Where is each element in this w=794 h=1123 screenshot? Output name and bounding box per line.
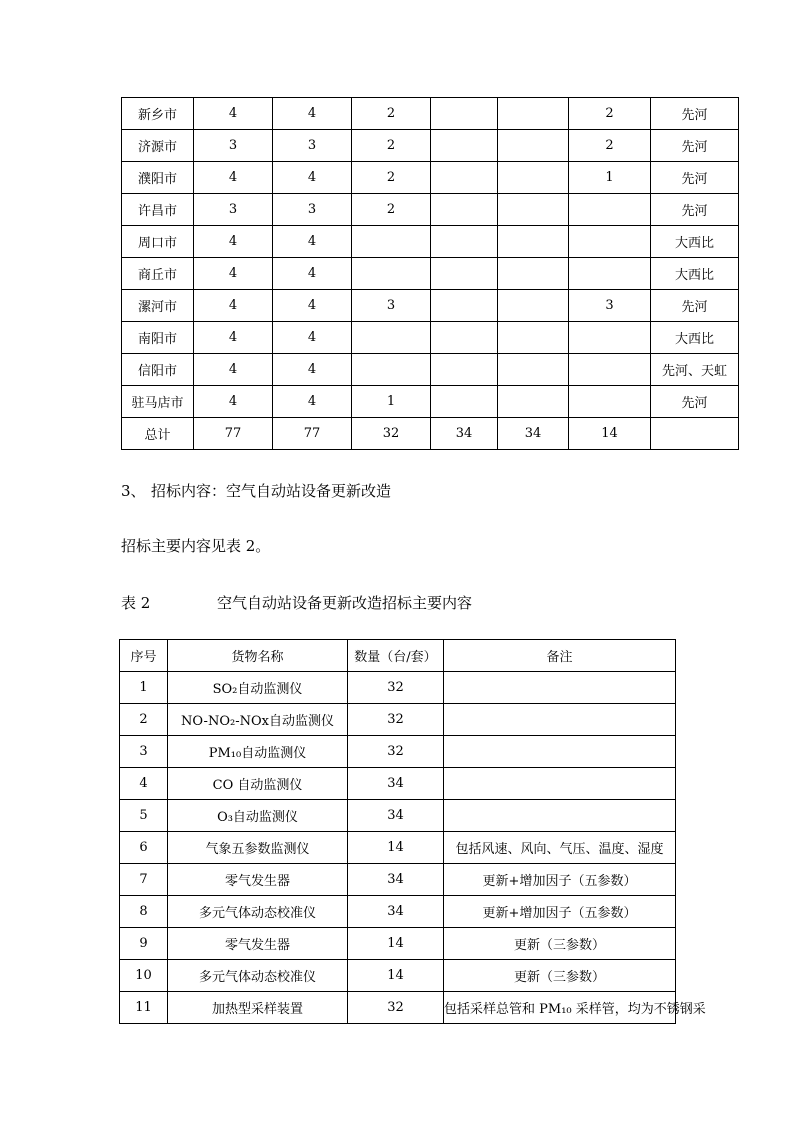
table-cell bbox=[431, 386, 498, 418]
table-cell: 4 bbox=[273, 386, 352, 418]
table-cell: 9 bbox=[120, 928, 168, 960]
table-cell: 驻马店市 bbox=[122, 386, 194, 418]
table-cell bbox=[651, 418, 739, 450]
table-cell: 4 bbox=[194, 98, 273, 130]
table-cell bbox=[569, 258, 651, 290]
table-row bbox=[120, 960, 676, 992]
table-cell bbox=[498, 226, 569, 258]
table-cell: 更新+增加因子（五参数） bbox=[444, 896, 676, 928]
table-cell bbox=[498, 322, 569, 354]
table-cell: 多元气体动态校准仪 bbox=[168, 960, 348, 992]
table-cell: 南阳市 bbox=[122, 322, 194, 354]
table-row bbox=[120, 768, 676, 800]
table-cell: 2 bbox=[352, 130, 431, 162]
table-cell: PM₁₀自动监测仪 bbox=[168, 736, 348, 768]
table-reference-note: 招标主要内容见表 2。 bbox=[121, 537, 271, 555]
header-cell: 备注 bbox=[444, 640, 676, 672]
table-cell: 4 bbox=[194, 162, 273, 194]
table-cell: 3 bbox=[194, 194, 273, 226]
table-cell bbox=[498, 130, 569, 162]
table-cell: 4 bbox=[194, 354, 273, 386]
table-caption bbox=[121, 592, 472, 613]
table-row bbox=[120, 992, 676, 1024]
table-cell: 周口市 bbox=[122, 226, 194, 258]
table-cell: 6 bbox=[120, 832, 168, 864]
table-cell: 济源市 bbox=[122, 130, 194, 162]
table-cell bbox=[431, 98, 498, 130]
table-cell: 34 bbox=[348, 800, 444, 832]
table-row bbox=[122, 98, 739, 130]
table-cell: 11 bbox=[120, 992, 168, 1024]
table-cell: 14 bbox=[569, 418, 651, 450]
table-cell: 大西比 bbox=[651, 322, 739, 354]
table-cell: 4 bbox=[273, 98, 352, 130]
table-cell: 先河 bbox=[651, 194, 739, 226]
table-cell bbox=[352, 258, 431, 290]
table-cell: 14 bbox=[348, 928, 444, 960]
table-row bbox=[120, 800, 676, 832]
table-cell: 更新（三参数） bbox=[444, 960, 676, 992]
table-cell bbox=[569, 354, 651, 386]
header-cell: 数量（台/套） bbox=[348, 640, 444, 672]
table-cell: 2 bbox=[569, 130, 651, 162]
table-cell bbox=[569, 226, 651, 258]
table-cell: 先河 bbox=[651, 290, 739, 322]
table-row bbox=[122, 418, 739, 450]
table-cell: 4 bbox=[273, 354, 352, 386]
table-cell: CO 自动监测仪 bbox=[168, 768, 348, 800]
table-cell: 商丘市 bbox=[122, 258, 194, 290]
table-cell: 新乡市 bbox=[122, 98, 194, 130]
table-cell: 32 bbox=[352, 418, 431, 450]
table-cell bbox=[431, 322, 498, 354]
table-row bbox=[122, 386, 739, 418]
station-table bbox=[121, 97, 739, 450]
table-cell: 4 bbox=[120, 768, 168, 800]
table-row bbox=[122, 290, 739, 322]
table-row bbox=[120, 704, 676, 736]
table-cell: 大西比 bbox=[651, 258, 739, 290]
table-label: 表 2 bbox=[121, 594, 151, 612]
table-cell: NO-NO₂-NOx自动监测仪 bbox=[168, 704, 348, 736]
table-cell bbox=[498, 258, 569, 290]
table-cell: 8 bbox=[120, 896, 168, 928]
table-cell bbox=[498, 386, 569, 418]
table-cell: 许昌市 bbox=[122, 194, 194, 226]
table-cell: 先河 bbox=[651, 98, 739, 130]
table-cell: 34 bbox=[348, 896, 444, 928]
table-row bbox=[122, 194, 739, 226]
table-cell: 3 bbox=[273, 130, 352, 162]
table-cell: 漯河市 bbox=[122, 290, 194, 322]
table-cell: 1 bbox=[120, 672, 168, 704]
table-cell: 2 bbox=[352, 162, 431, 194]
table-cell bbox=[444, 768, 676, 800]
table-cell: 32 bbox=[348, 992, 444, 1024]
table-row bbox=[120, 864, 676, 896]
table-cell: 77 bbox=[273, 418, 352, 450]
table-cell bbox=[498, 162, 569, 194]
table-cell: 34 bbox=[348, 864, 444, 896]
table-cell: 先河 bbox=[651, 162, 739, 194]
table-row bbox=[122, 130, 739, 162]
table-cell: 2 bbox=[352, 98, 431, 130]
table-cell: 4 bbox=[194, 258, 273, 290]
table-row bbox=[122, 226, 739, 258]
table-cell: 更新（三参数） bbox=[444, 928, 676, 960]
table-cell: 10 bbox=[120, 960, 168, 992]
table-cell: 3 bbox=[273, 194, 352, 226]
section-3-heading bbox=[121, 480, 391, 501]
table-title: 空气自动站设备更新改造招标主要内容 bbox=[217, 594, 473, 612]
table-cell: 34 bbox=[431, 418, 498, 450]
header-cell: 序号 bbox=[120, 640, 168, 672]
table-cell: 包括采样总管和 PM₁₀ 采样管，均为不锈钢采 bbox=[444, 992, 676, 1024]
table-cell: 1 bbox=[569, 162, 651, 194]
table-row bbox=[120, 672, 676, 704]
table-cell: 先河 bbox=[651, 386, 739, 418]
table-cell: 包括风速、风向、气压、温度、湿度 bbox=[444, 832, 676, 864]
table-cell: 1 bbox=[352, 386, 431, 418]
section-number: 3、 bbox=[121, 482, 146, 500]
table-cell bbox=[569, 194, 651, 226]
table-cell: 14 bbox=[348, 832, 444, 864]
table-row bbox=[122, 162, 739, 194]
table-cell: 信阳市 bbox=[122, 354, 194, 386]
table-cell bbox=[444, 800, 676, 832]
table-cell: 3 bbox=[120, 736, 168, 768]
table-cell: 零气发生器 bbox=[168, 864, 348, 896]
table-cell bbox=[431, 258, 498, 290]
table-cell: 2 bbox=[120, 704, 168, 736]
table-row bbox=[120, 832, 676, 864]
table-cell: 总计 bbox=[122, 418, 194, 450]
table-row bbox=[120, 896, 676, 928]
table-row bbox=[122, 354, 739, 386]
table-cell bbox=[498, 98, 569, 130]
table-cell: 34 bbox=[348, 768, 444, 800]
table-cell bbox=[569, 386, 651, 418]
table-row bbox=[122, 258, 739, 290]
table-cell: 4 bbox=[273, 226, 352, 258]
table-cell bbox=[431, 290, 498, 322]
table-cell: 4 bbox=[194, 290, 273, 322]
table-cell bbox=[444, 704, 676, 736]
table-cell: 32 bbox=[348, 736, 444, 768]
table-cell bbox=[431, 162, 498, 194]
procurement-table bbox=[119, 639, 706, 1024]
table-cell: 34 bbox=[498, 418, 569, 450]
table-cell: 3 bbox=[352, 290, 431, 322]
section-title: 招标内容：空气自动站设备更新改造 bbox=[151, 482, 392, 500]
table-cell: 7 bbox=[120, 864, 168, 896]
table-cell bbox=[352, 354, 431, 386]
table-cell: 4 bbox=[273, 290, 352, 322]
table-cell: 4 bbox=[194, 226, 273, 258]
table-row bbox=[120, 736, 676, 768]
header-cell: 货物名称 bbox=[168, 640, 348, 672]
table-cell: 5 bbox=[120, 800, 168, 832]
table-cell: 零气发生器 bbox=[168, 928, 348, 960]
table-cell: 32 bbox=[348, 704, 444, 736]
table-cell bbox=[498, 290, 569, 322]
table-cell bbox=[431, 194, 498, 226]
table-cell: 4 bbox=[194, 386, 273, 418]
table-cell: 气象五参数监测仪 bbox=[168, 832, 348, 864]
table-cell: 2 bbox=[352, 194, 431, 226]
table-cell: 加热型采样装置 bbox=[168, 992, 348, 1024]
table-cell bbox=[431, 354, 498, 386]
table-cell: 大西比 bbox=[651, 226, 739, 258]
table-cell: 4 bbox=[194, 322, 273, 354]
table-cell: 先河、天虹 bbox=[651, 354, 739, 386]
table-row bbox=[120, 928, 676, 960]
table-cell bbox=[498, 354, 569, 386]
table-cell: 先河 bbox=[651, 130, 739, 162]
table-cell: 77 bbox=[194, 418, 273, 450]
table-cell: O₃自动监测仪 bbox=[168, 800, 348, 832]
table-cell: 濮阳市 bbox=[122, 162, 194, 194]
table-cell bbox=[431, 226, 498, 258]
table-cell: 4 bbox=[273, 162, 352, 194]
table-cell: 更新+增加因子（五参数） bbox=[444, 864, 676, 896]
table-cell bbox=[431, 130, 498, 162]
table-cell bbox=[352, 226, 431, 258]
table-cell bbox=[569, 322, 651, 354]
table-cell: SO₂自动监测仪 bbox=[168, 672, 348, 704]
table-cell: 14 bbox=[348, 960, 444, 992]
table-cell: 2 bbox=[569, 98, 651, 130]
table-cell: 3 bbox=[194, 130, 273, 162]
table-cell bbox=[444, 672, 676, 704]
header-row bbox=[120, 640, 676, 672]
table-cell: 4 bbox=[273, 258, 352, 290]
table-cell: 多元气体动态校准仪 bbox=[168, 896, 348, 928]
table-cell: 3 bbox=[569, 290, 651, 322]
table-cell: 32 bbox=[348, 672, 444, 704]
table-cell bbox=[444, 736, 676, 768]
table-cell bbox=[352, 322, 431, 354]
table-cell bbox=[498, 194, 569, 226]
table-cell: 4 bbox=[273, 322, 352, 354]
table-row bbox=[122, 322, 739, 354]
